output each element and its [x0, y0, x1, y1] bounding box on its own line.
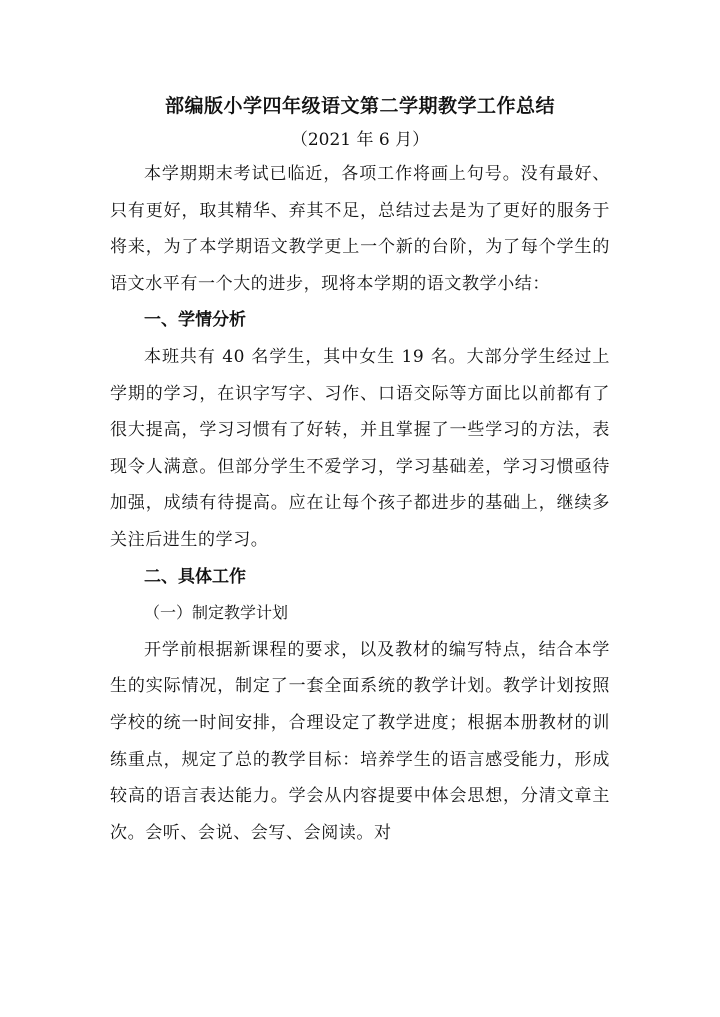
analysis-paragraph: 本班共有 40 名学生，其中女生 19 名。大部分学生经过上学期的学习，在识字写字、习作、口语交际等方面比以前都有了很大提高，学习习惯有了好转，并且掌握了一些学习的方法，表现令人满意。但部分学生不爱学习，学习基础差，学习习惯亟待加强，成绩有待提高。应在让每个孩子都进步的基础上，继续多关注后进生的学习。 — [110, 346, 610, 550]
intro-paragraph: 本学期期末考试已临近，各项工作将画上句号。没有最好、只有更好，取其精华、弃其不足，总结过去是为了更好的服务于将来，为了本学期语文教学更上一个新的台阶，为了每个学生的语文水平有一个大的进步，现将本学期的语文教学小结： — [110, 164, 610, 294]
document-title: 部编版小学四年级语文第二学期教学工作总结 — [164, 95, 555, 117]
plan-paragraph: 开学前根据新课程的要求，以及教材的编写特点，结合本学生的实际情况，制定了一套全面系统的教学计划。教学计划按照学校的统一时间安排，合理设定了教学进度；根据本册教材的训练重点，规定了总的教学目标：培养学生的语言感受能力，形成较高的语言表达能力。学会从内容提要中体会思想，分清文章主次。会听、会说、会写、会阅读。对 — [110, 639, 610, 843]
section-heading-work: 二、具体工作 — [144, 566, 246, 587]
document-date: （2021 年 6 月） — [290, 130, 430, 150]
document-body — [110, 156, 610, 851]
section-heading-analysis: 一、学情分析 — [144, 310, 246, 331]
subsection-heading-plan: （一）制定教学计划 — [144, 603, 289, 623]
